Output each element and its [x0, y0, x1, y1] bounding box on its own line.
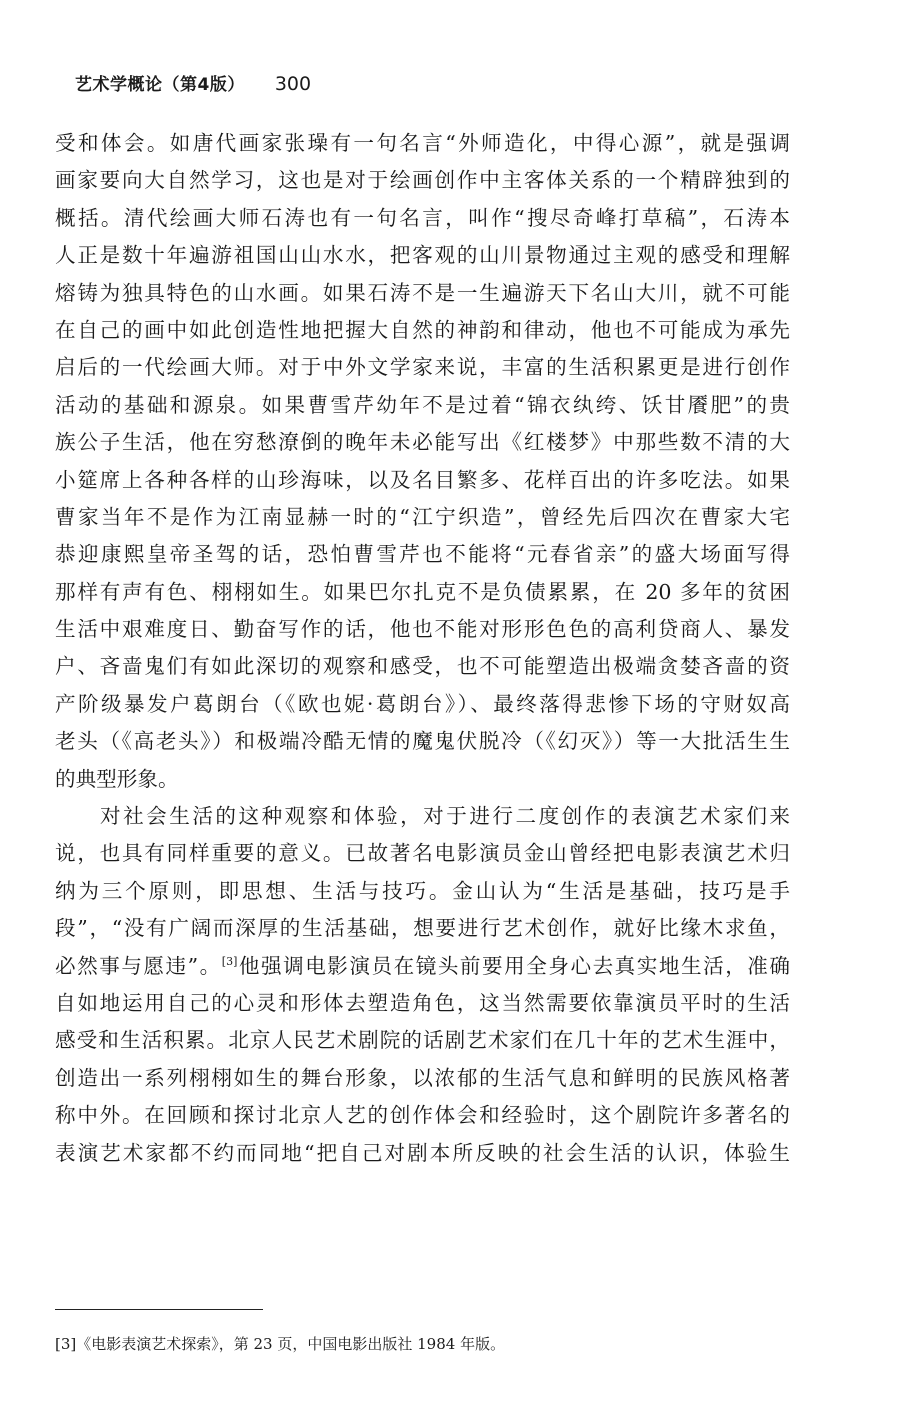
text-line: 小筵席上各种各样的山珍海味，以及名目繁多、花样百出的许多吃法。如果: [55, 467, 790, 492]
text-line: 启后的一代绘画大师。对于中外文学家来说，丰富的生活积累更是进行创作: [55, 355, 790, 380]
footnote-reference: [3]: [221, 954, 238, 968]
text-line: 人正是数十年遍游祖国山山水水，把客观的山川景物通过主观的感受和理解: [55, 243, 790, 268]
text-line: 曹家当年不是作为江南显赫一时的“江宁织造”，曾经先后四次在曹家大宅: [55, 504, 790, 529]
text-line: 产阶级暴发户葛朗台（《欧也妮·葛朗台》）、最终落得悲惨下场的守财奴高: [55, 691, 790, 716]
text-line: 在自己的画中如此创造性地把握大自然的神韵和律动，他也不可能成为承先: [55, 317, 790, 342]
text-segment: 必然事与愿违”。: [55, 953, 222, 978]
running-head: [75, 70, 311, 100]
text-line: 段”，“没有广阔而深厚的生活基础，想要进行艺术创作，就好比缘木求鱼，: [55, 916, 790, 941]
page-number: 300: [274, 73, 312, 95]
footnote-divider: [55, 1309, 263, 1310]
text-line: 称中外。在回顾和探讨北京人艺的创作体会和经验时，这个剧院许多著名的: [55, 1103, 790, 1128]
text-line: 户、吝啬鬼们有如此深切的观察和感受，也不可能塑造出极端贪婪吝啬的资: [55, 654, 790, 679]
text-line: 那样有声有色、栩栩如生。如果巴尔扎克不是负债累累，在 20 多年的贫困: [55, 579, 790, 604]
text-segment: 他强调电影演员在镜头前要用全身心去真实地生活，准确: [237, 953, 791, 978]
text-line: 对社会生活的这种观察和体验，对于进行二度创作的表演艺术家们来: [100, 804, 790, 829]
text-line: 的典型形象。: [55, 766, 179, 791]
text-line: 纳为三个原则，即思想、生活与技巧。金山认为“生活是基础，技巧是手: [55, 878, 790, 903]
book-title: 艺术学概论（第4版）: [75, 75, 245, 95]
text-line: 老头（《高老头》）和极端冷酷无情的魔鬼伏脱冷（《幻灭》）等一大批活生生: [55, 729, 790, 754]
text-line-with-note: [55, 948, 790, 985]
text-line: 概括。清代绘画大师石涛也有一句名言，叫作“搜尽奇峰打草稿”，石涛本: [55, 205, 790, 230]
text-line: 自如地运用自己的心灵和形体去塑造角色，这当然需要依靠演员平时的生活: [55, 990, 790, 1015]
text-line: 恭迎康熙皇帝圣驾的话，恐怕曹雪芹也不能将“元春省亲”的盛大场面写得: [55, 542, 790, 567]
text-line: 熔铸为独具特色的山水画。如果石涛不是一生遍游天下名山大川，就不可能: [55, 280, 790, 305]
text-line: 说，也具有同样重要的意义。已故著名电影演员金山曾经把电影表演艺术归: [55, 841, 790, 866]
text-line: 活动的基础和源泉。如果曹雪芹幼年不是过着“锦衣纨绔、饫甘餍肥”的贵: [55, 392, 790, 417]
text-line: 画家要向大自然学习，这也是对于绘画创作中主客体关系的一个精辟独到的: [55, 168, 790, 193]
text-line: 生活中艰难度日、勤奋写作的话，他也不能对形形色色的高利贷商人、暴发: [55, 617, 790, 642]
text-line: 感受和生活积累。北京人民艺术剧院的话剧艺术家们在几十年的艺术生涯中，: [55, 1028, 790, 1053]
text-line: 创造出一系列栩栩如生的舞台形象，以浓郁的生活气息和鲜明的民族风格著: [55, 1065, 790, 1090]
footnote: [3]《电影表演艺术探索》，第 23 页，中国电影出版社 1984 年版。: [55, 1335, 506, 1353]
body-text: [55, 125, 790, 1172]
text-line: 族公子生活，他在穷愁潦倒的晚年未必能写出《红楼梦》中那些数不清的大: [55, 430, 790, 455]
text-line: 受和体会。如唐代画家张璪有一句名言“外师造化，中得心源”，就是强调: [55, 131, 790, 155]
text-line: 表演艺术家都不约而同地“把自己对剧本所反映的社会生活的认识，体验生: [55, 1140, 790, 1165]
